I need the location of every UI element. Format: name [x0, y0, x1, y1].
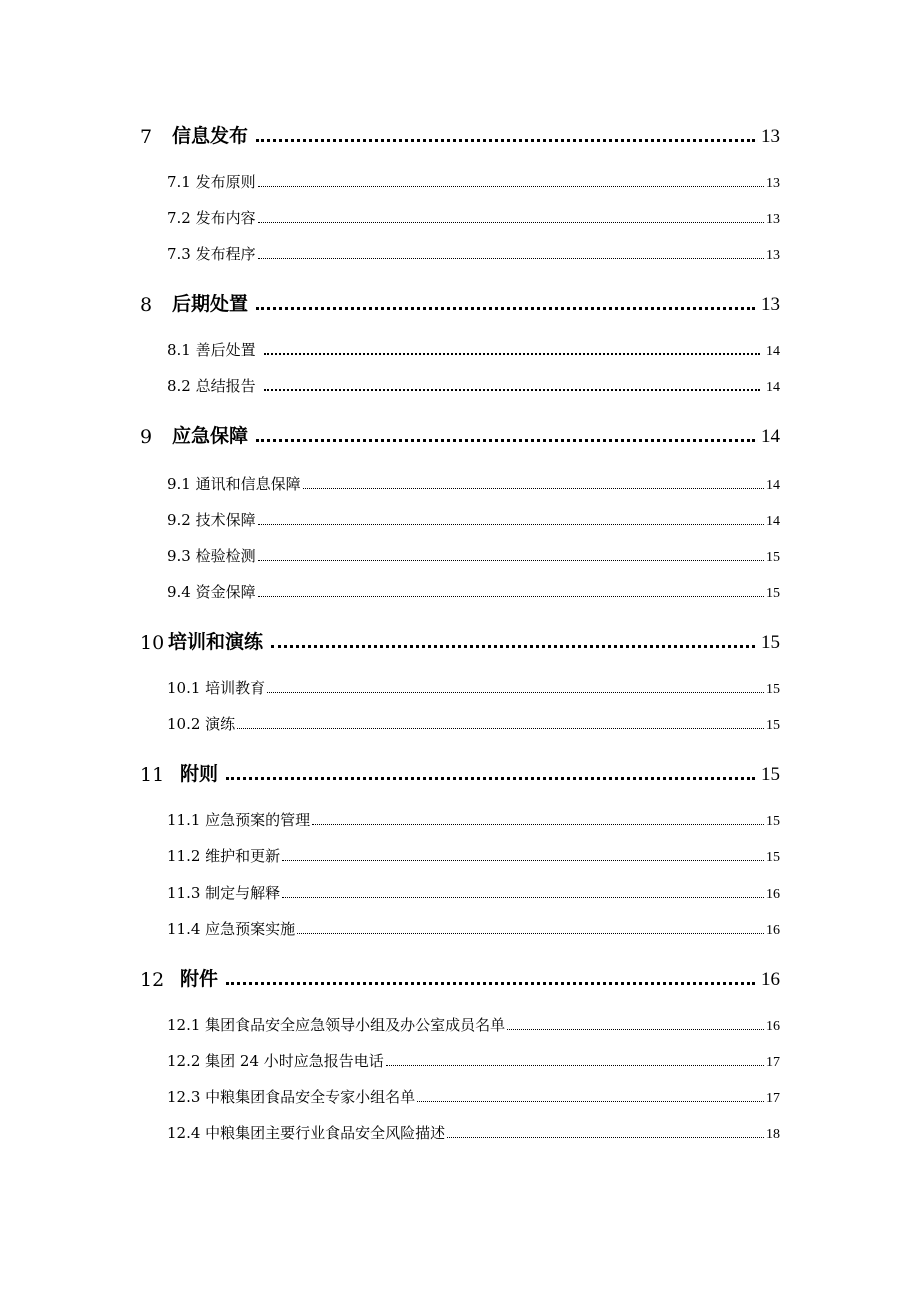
toc-entry-9-4[interactable]	[167, 582, 780, 602]
dot-leader	[267, 692, 764, 693]
page-number: 17	[766, 1055, 780, 1070]
page-number: 14	[766, 478, 780, 493]
section-title: 后期处置	[172, 293, 249, 315]
entry-label: 9.4 资金保障	[167, 583, 256, 601]
section-title: 培训和演练	[168, 631, 264, 653]
page-number: 16	[766, 1019, 780, 1034]
entry-label: 7.1 发布原则	[167, 173, 256, 191]
toc-entry-section-12[interactable]	[140, 965, 780, 991]
dot-leader	[507, 1029, 764, 1030]
toc-entry-8-1[interactable]	[167, 340, 780, 360]
dot-leader	[258, 560, 764, 561]
dot-leader	[226, 777, 755, 780]
page-number: 13	[766, 176, 780, 191]
dot-leader	[271, 645, 755, 648]
entry-label: 9.1 通讯和信息保障	[167, 475, 301, 493]
entry-label: 11.1 应急预案的管理	[167, 811, 311, 829]
entry-label: 10.1 培训教育	[167, 679, 266, 697]
toc-entry-9-2[interactable]	[167, 510, 780, 530]
toc-entry-section-11[interactable]	[140, 760, 780, 786]
entry-label: 7.3 发布程序	[167, 245, 256, 263]
dot-leader	[312, 824, 764, 825]
dot-leader	[258, 258, 764, 259]
dot-leader	[447, 1137, 764, 1138]
page-number: 18	[766, 1127, 780, 1142]
toc-entry-8-2[interactable]	[167, 376, 780, 396]
entry-label: 8.1 善后处置	[167, 341, 256, 359]
toc-entry-7-1[interactable]	[167, 172, 780, 192]
entry-label: 7.2 发布内容	[167, 209, 256, 227]
page-number: 15	[761, 764, 780, 785]
entry-label: 11.2 维护和更新	[167, 847, 281, 865]
entry-label: 11.4 应急预案实施	[167, 920, 296, 938]
page-number: 15	[766, 586, 780, 601]
dot-leader	[297, 933, 764, 934]
toc-entry-7-2[interactable]	[167, 208, 780, 228]
dot-leader	[237, 728, 764, 729]
toc-entry-9-1[interactable]	[167, 474, 780, 494]
toc-entry-section-9[interactable]	[140, 422, 780, 448]
dot-leader	[226, 982, 755, 985]
entry-label: 12.2 集团 24 小时应急报告电话	[167, 1052, 384, 1070]
dot-leader	[256, 439, 755, 442]
dot-leader	[256, 139, 755, 142]
toc-entry-12-1[interactable]	[167, 1015, 780, 1035]
entry-label: 12.1 集团食品安全应急领导小组及办公室成员名单	[167, 1016, 506, 1034]
section-title: 附则	[180, 763, 219, 785]
section-number: 9	[140, 426, 153, 448]
page-number: 13	[761, 294, 780, 315]
dot-leader	[282, 860, 764, 861]
toc-entry-12-2[interactable]	[167, 1051, 780, 1071]
dot-leader	[256, 307, 755, 310]
page-number: 14	[766, 344, 780, 359]
entry-label: 9.3 检验检测	[167, 547, 256, 565]
toc-entry-12-3[interactable]	[167, 1087, 780, 1107]
entry-label: 10.2 演练	[167, 715, 236, 733]
dot-leader	[386, 1065, 764, 1066]
dot-leader	[417, 1101, 764, 1102]
page-number: 17	[766, 1091, 780, 1106]
page-number: 16	[766, 887, 780, 902]
toc-entry-11-2[interactable]	[167, 846, 780, 866]
toc-entry-10-2[interactable]	[167, 714, 780, 734]
toc-entry-11-3[interactable]	[167, 883, 780, 903]
page-number: 14	[761, 426, 780, 447]
dot-leader	[303, 488, 764, 489]
dot-leader	[258, 596, 764, 597]
section-number: 10	[140, 632, 165, 654]
dot-leader	[258, 186, 764, 187]
toc-entry-7-3[interactable]	[167, 244, 780, 264]
entry-label: 11.3 制定与解释	[167, 884, 281, 902]
section-title: 信息发布	[172, 125, 249, 147]
toc-entry-9-3[interactable]	[167, 546, 780, 566]
dot-leader	[264, 353, 760, 355]
section-title: 附件	[180, 968, 219, 990]
dot-leader	[264, 389, 760, 391]
dot-leader	[258, 222, 764, 223]
page-number: 15	[766, 550, 780, 565]
page-number: 16	[761, 969, 780, 990]
section-number: 7	[140, 126, 153, 148]
page-number: 15	[766, 682, 780, 697]
page-number: 13	[766, 248, 780, 263]
page-number: 13	[766, 212, 780, 227]
section-number: 11	[140, 764, 165, 786]
page-number: 16	[766, 923, 780, 938]
toc-entry-11-4[interactable]	[167, 919, 780, 939]
entry-label: 8.2 总结报告	[167, 377, 256, 395]
entry-label: 12.3 中粮集团食品安全专家小组名单	[167, 1088, 416, 1106]
toc-entry-11-1[interactable]	[167, 810, 780, 830]
page-number: 14	[766, 380, 780, 395]
page-number: 13	[761, 126, 780, 147]
page-number: 15	[766, 814, 780, 829]
dot-leader	[258, 524, 764, 525]
toc-entry-section-8[interactable]	[140, 290, 780, 316]
page-number: 15	[766, 850, 780, 865]
section-number: 8	[140, 294, 153, 316]
toc-entry-section-10[interactable]	[140, 628, 780, 654]
page-number: 15	[766, 718, 780, 733]
section-title: 应急保障	[172, 425, 249, 447]
entry-label: 9.2 技术保障	[167, 511, 256, 529]
page-number: 15	[761, 632, 780, 653]
dot-leader	[282, 897, 764, 898]
section-number: 12	[140, 969, 165, 991]
toc-entry-section-7[interactable]	[140, 122, 780, 148]
toc-entry-12-4[interactable]	[167, 1123, 780, 1143]
toc-entry-10-1[interactable]	[167, 678, 780, 698]
page-number: 14	[766, 514, 780, 529]
entry-label: 12.4 中粮集团主要行业食品安全风险描述	[167, 1124, 446, 1142]
